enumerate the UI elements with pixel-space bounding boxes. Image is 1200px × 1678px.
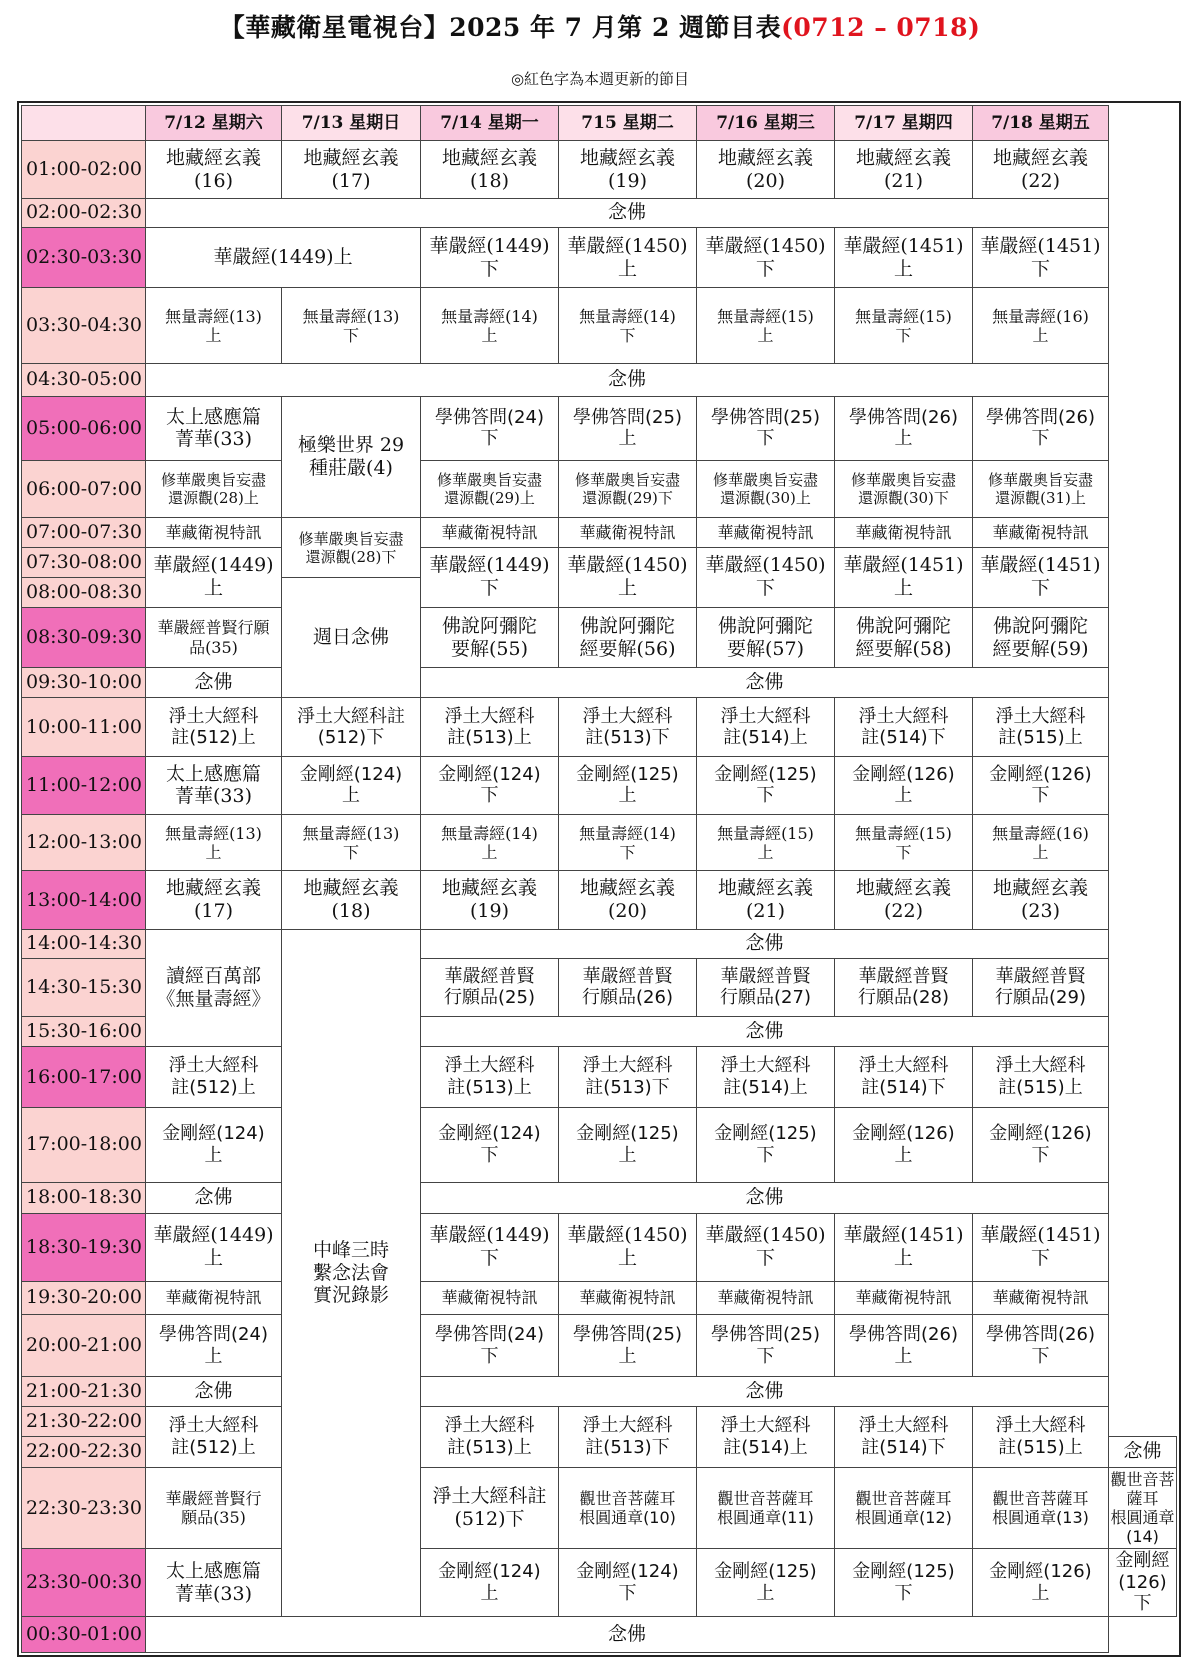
program-cell: 華嚴經(1449) 下 [421, 227, 559, 287]
program-cell: 中峰三時 繫念法會 實況錄影 [282, 929, 421, 1617]
program-cell: 淨土大經科 註(514)上 [697, 1047, 835, 1107]
program-cell: 華嚴經普賢行 願品(35) [146, 1467, 282, 1548]
time-slot: 16:00-17:00 [22, 1047, 146, 1107]
header-row [22, 106, 1177, 141]
program-cell: 地藏經玄義 (16) [146, 141, 282, 198]
table-row [22, 141, 1177, 198]
program-cell: 佛說阿彌陀 要解(55) [421, 607, 559, 667]
day-header: 7/18 星期五 [973, 106, 1109, 141]
program-cell: 金剛經(125) 上 [559, 1107, 697, 1182]
program-cell: 念佛 [146, 1617, 1109, 1653]
page-title [0, 8, 1200, 44]
program-cell: 金剛經(126) 上 [835, 1107, 973, 1182]
program-cell: 華嚴經(1451) 下 [973, 547, 1109, 607]
time-slot: 17:00-18:00 [22, 1107, 146, 1182]
program-cell: 華嚴經(1449) 下 [421, 1213, 559, 1281]
page-subtitle: ◎紅色字為本週更新的節目 [510, 70, 690, 88]
title-main: 【華藏衛星電視台】2025 年 7 月第 2 週節目表 [219, 13, 782, 42]
program-cell: 華嚴經(1449) 上 [146, 547, 282, 607]
program-cell: 地藏經玄義 (19) [559, 141, 697, 198]
time-slot: 06:00-07:00 [22, 461, 146, 518]
table-row [22, 871, 1177, 929]
program-cell: 金剛經(126) 下 [973, 1107, 1109, 1182]
program-cell: 華嚴經(1451) 下 [973, 1213, 1109, 1281]
program-cell: 觀世音菩薩耳 根圓通章(11) [697, 1467, 835, 1548]
program-cell: 華嚴經(1449) 上 [146, 1213, 282, 1281]
program-cell: 念佛 [146, 198, 1109, 227]
program-cell: 華嚴經普賢 行願品(27) [697, 958, 835, 1016]
program-cell: 觀世音菩薩耳 根圓通章(13) [973, 1467, 1109, 1548]
program-cell: 淨土大經科 註(514)下 [835, 1047, 973, 1107]
program-cell: 極樂世界 29 種莊嚴(4) [282, 396, 421, 518]
program-cell: 華藏衛視特訊 [421, 1281, 559, 1314]
time-slot: 15:30-16:00 [22, 1017, 146, 1047]
table-row [22, 198, 1177, 227]
program-cell: 華藏衛視特訊 [421, 518, 559, 547]
time-slot: 08:30-09:30 [22, 607, 146, 667]
program-cell: 淨土大經科 註(513)下 [559, 1047, 697, 1107]
program-cell: 淨土大經科註 (512)下 [282, 698, 421, 756]
time-slot: 02:00-02:30 [22, 198, 146, 227]
table-row [22, 396, 1177, 461]
program-cell: 學佛答問(26) 上 [835, 1314, 973, 1376]
time-slot: 03:30-04:30 [22, 288, 146, 364]
program-cell: 華嚴經(1450) 上 [559, 1213, 697, 1281]
program-cell: 華藏衛視特訊 [973, 1281, 1109, 1314]
table-row [22, 1281, 1177, 1314]
table-row [22, 1548, 1177, 1617]
program-cell: 淨土大經科 註(515)上 [973, 698, 1109, 756]
program-cell: 華嚴經普賢行願 品(35) [146, 607, 282, 667]
program-cell: 學佛答問(26) 下 [973, 396, 1109, 461]
day-header: 7/12 星期六 [146, 106, 282, 141]
program-cell: 修華嚴奧旨妄盡 還源觀(30)下 [835, 461, 973, 518]
program-cell: 念佛 [421, 929, 1109, 958]
program-cell: 地藏經玄義 (19) [421, 871, 559, 929]
table-row [22, 929, 1177, 958]
program-cell: 無量壽經(14) 下 [559, 288, 697, 364]
program-cell: 淨土大經科 註(512)上 [146, 1047, 282, 1107]
program-cell: 修華嚴奧旨妄盡 還源觀(29)上 [421, 461, 559, 518]
time-slot: 20:00-21:00 [22, 1314, 146, 1376]
program-cell: 地藏經玄義 (20) [559, 871, 697, 929]
table-row [22, 547, 1177, 577]
program-cell: 金剛經(124) 上 [282, 756, 421, 814]
time-slot: 19:30-20:00 [22, 1281, 146, 1314]
program-cell: 太上感應篇 菁華(33) [146, 396, 282, 461]
program-cell: 華嚴經(1449)上 [146, 227, 421, 287]
program-cell: 淨土大經科 註(512)上 [146, 698, 282, 756]
time-slot: 21:00-21:30 [22, 1377, 146, 1406]
program-cell: 地藏經玄義 (17) [282, 141, 421, 198]
program-cell: 金剛經(124) 上 [421, 1548, 559, 1617]
program-cell: 華藏衛視特訊 [559, 518, 697, 547]
day-header: 7/13 星期日 [282, 106, 421, 141]
program-cell: 地藏經玄義 (20) [697, 141, 835, 198]
time-slot: 05:00-06:00 [22, 396, 146, 461]
table-row [22, 1377, 1177, 1406]
program-cell: 無量壽經(15) 下 [835, 815, 973, 871]
corner-cell [22, 106, 146, 141]
program-cell: 念佛 [146, 1377, 282, 1406]
program-cell: 念佛 [421, 1182, 1109, 1213]
program-cell: 金剛經(126) 上 [835, 756, 973, 814]
program-cell: 華藏衛視特訊 [559, 1281, 697, 1314]
title-date-range: (0712 – 0718) [781, 13, 981, 42]
program-cell: 學佛答問(25) 上 [559, 1314, 697, 1376]
program-cell: 無量壽經(14) 上 [421, 815, 559, 871]
program-cell: 無量壽經(15) 下 [835, 288, 973, 364]
program-cell: 無量壽經(13) 上 [146, 288, 282, 364]
program-cell: 淨土大經科 註(513)上 [421, 1047, 559, 1107]
program-cell: 修華嚴奧旨妄盡 還源觀(28)上 [146, 461, 282, 518]
program-cell: 華嚴經(1450) 上 [559, 227, 697, 287]
table-row [22, 518, 1177, 547]
program-cell: 觀世音菩薩耳 根圓通章(14) [1109, 1467, 1177, 1548]
program-cell: 修華嚴奧旨妄盡 還源觀(28)下 [282, 518, 421, 577]
program-cell: 念佛 [421, 668, 1109, 698]
program-cell: 觀世音菩薩耳 根圓通章(10) [559, 1467, 697, 1548]
program-cell: 佛說阿彌陀 經要解(58) [835, 607, 973, 667]
program-cell: 無量壽經(15) 上 [697, 815, 835, 871]
schedule-table [21, 105, 1177, 1653]
time-slot: 12:00-13:00 [22, 815, 146, 871]
program-cell: 學佛答問(24) 上 [146, 1314, 282, 1376]
time-slot: 11:00-12:00 [22, 756, 146, 814]
table-row [22, 1314, 1177, 1376]
program-cell: 學佛答問(25) 下 [697, 396, 835, 461]
program-cell: 華藏衛視特訊 [697, 1281, 835, 1314]
program-cell: 太上感應篇 菁華(33) [146, 1548, 282, 1617]
program-cell: 念佛 [146, 364, 1109, 396]
program-cell: 地藏經玄義 (17) [146, 871, 282, 929]
program-cell: 淨土大經科註 (512)下 [421, 1467, 559, 1548]
time-slot: 07:00-07:30 [22, 518, 146, 547]
table-row [22, 1182, 1177, 1213]
table-row [22, 668, 1177, 698]
program-cell: 學佛答問(24) 下 [421, 1314, 559, 1376]
time-slot: 02:30-03:30 [22, 227, 146, 287]
time-slot: 14:00-14:30 [22, 929, 146, 958]
program-cell: 地藏經玄義 (21) [697, 871, 835, 929]
program-cell: 華嚴經(1449) 下 [421, 547, 559, 607]
program-cell: 金剛經(126) 下 [1109, 1548, 1177, 1617]
program-cell: 金剛經(125) 下 [697, 1107, 835, 1182]
program-cell: 學佛答問(24) 下 [421, 396, 559, 461]
program-cell: 金剛經(125) 下 [697, 756, 835, 814]
program-cell: 地藏經玄義 (22) [973, 141, 1109, 198]
program-cell: 華嚴經(1450) 下 [697, 547, 835, 607]
program-cell: 華藏衛視特訊 [973, 518, 1109, 547]
time-slot: 01:00-02:00 [22, 141, 146, 198]
time-slot: 23:30-00:30 [22, 1548, 146, 1617]
time-slot: 07:30-08:00 [22, 547, 146, 577]
program-cell: 淨土大經科 註(514)上 [697, 698, 835, 756]
program-cell: 地藏經玄義 (18) [421, 141, 559, 198]
time-slot: 22:30-23:30 [22, 1467, 146, 1548]
table-row [22, 1047, 1177, 1107]
program-cell: 華藏衛視特訊 [835, 1281, 973, 1314]
program-cell: 淨土大經科 註(513)上 [421, 1406, 559, 1467]
program-cell: 地藏經玄義 (22) [835, 871, 973, 929]
program-cell: 華藏衛視特訊 [146, 518, 282, 547]
program-cell: 金剛經(126) 下 [973, 756, 1109, 814]
program-cell: 無量壽經(13) 下 [282, 288, 421, 364]
program-cell: 金剛經(124) 下 [559, 1548, 697, 1617]
time-slot: 21:30-22:00 [22, 1406, 146, 1436]
program-cell: 學佛答問(26) 上 [835, 396, 973, 461]
program-cell: 淨土大經科 註(514)上 [697, 1406, 835, 1467]
table-row [22, 1406, 1177, 1436]
program-cell: 無量壽經(15) 上 [697, 288, 835, 364]
program-cell: 淨土大經科 註(513)下 [559, 698, 697, 756]
table-row [22, 461, 1177, 518]
table-row [22, 698, 1177, 756]
program-cell: 淨土大經科 註(513)上 [421, 698, 559, 756]
program-cell: 佛說阿彌陀 要解(57) [697, 607, 835, 667]
table-row [22, 815, 1177, 871]
program-cell: 金剛經(124) 下 [421, 1107, 559, 1182]
day-header: 7/14 星期一 [421, 106, 559, 141]
time-slot: 14:30-15:30 [22, 958, 146, 1016]
time-slot: 09:30-10:00 [22, 668, 146, 698]
program-cell: 無量壽經(16) 上 [973, 815, 1109, 871]
program-cell: 無量壽經(13) 上 [146, 815, 282, 871]
program-cell: 修華嚴奧旨妄盡 還源觀(31)上 [973, 461, 1109, 518]
time-slot: 04:30-05:00 [22, 364, 146, 396]
program-cell: 華藏衛視特訊 [146, 1281, 282, 1314]
program-cell: 淨土大經科 註(514)下 [835, 1406, 973, 1467]
program-cell: 念佛 [1109, 1436, 1177, 1467]
program-cell: 讀經百萬部 《無量壽經》 [146, 929, 282, 1047]
program-cell: 太上感應篇 菁華(33) [146, 756, 282, 814]
program-cell: 華嚴經(1450) 上 [559, 547, 697, 607]
program-cell: 華藏衛視特訊 [835, 518, 973, 547]
program-cell: 地藏經玄義 (23) [973, 871, 1109, 929]
program-cell: 觀世音菩薩耳 根圓通章(12) [835, 1467, 973, 1548]
program-cell: 華嚴經(1451) 上 [835, 547, 973, 607]
time-slot: 13:00-14:00 [22, 871, 146, 929]
program-cell: 淨土大經科 註(515)上 [973, 1047, 1109, 1107]
program-cell: 華嚴經普賢 行願品(29) [973, 958, 1109, 1016]
program-cell: 修華嚴奧旨妄盡 還源觀(30)上 [697, 461, 835, 518]
table-row [22, 1467, 1177, 1548]
program-cell: 華嚴經(1450) 下 [697, 1213, 835, 1281]
program-cell: 華嚴經普賢 行願品(28) [835, 958, 973, 1016]
program-cell: 修華嚴奧旨妄盡 還源觀(29)下 [559, 461, 697, 518]
program-cell: 華嚴經普賢 行願品(25) [421, 958, 559, 1016]
time-slot: 18:30-19:30 [22, 1213, 146, 1281]
day-header: 7/16 星期三 [697, 106, 835, 141]
program-cell: 無量壽經(13) 下 [282, 815, 421, 871]
program-cell: 華藏衛視特訊 [697, 518, 835, 547]
table-row [22, 364, 1177, 396]
program-cell: 無量壽經(16) 上 [973, 288, 1109, 364]
table-row [22, 227, 1177, 287]
time-slot: 00:30-01:00 [22, 1617, 146, 1653]
program-cell: 無量壽經(14) 下 [559, 815, 697, 871]
program-cell: 華嚴經(1451) 上 [835, 227, 973, 287]
program-cell: 念佛 [146, 668, 282, 698]
program-cell: 金剛經(125) 上 [559, 756, 697, 814]
time-slot: 22:00-22:30 [22, 1436, 146, 1467]
program-cell: 佛說阿彌陀 經要解(56) [559, 607, 697, 667]
program-cell: 淨土大經科 註(515)上 [973, 1406, 1109, 1467]
program-cell: 金剛經(125) 上 [697, 1548, 835, 1617]
program-cell: 週日念佛 [282, 577, 421, 698]
program-cell: 學佛答問(26) 下 [973, 1314, 1109, 1376]
table-row [22, 288, 1177, 364]
program-cell: 華嚴經(1451) 上 [835, 1213, 973, 1281]
time-slot: 08:00-08:30 [22, 577, 146, 607]
program-cell: 淨土大經科 註(512)上 [146, 1406, 282, 1467]
table-row [22, 756, 1177, 814]
program-cell: 金剛經(124) 下 [421, 756, 559, 814]
program-cell: 金剛經(125) 下 [835, 1548, 973, 1617]
program-cell: 念佛 [421, 1377, 1109, 1406]
table-row [22, 1617, 1177, 1653]
program-cell: 學佛答問(25) 上 [559, 396, 697, 461]
program-cell: 地藏經玄義 (18) [282, 871, 421, 929]
program-cell: 念佛 [146, 1182, 282, 1213]
table-row [22, 607, 1177, 667]
table-row [22, 1213, 1177, 1281]
day-header: 715 星期二 [559, 106, 697, 141]
program-cell: 地藏經玄義 (21) [835, 141, 973, 198]
day-header: 7/17 星期四 [835, 106, 973, 141]
program-cell: 淨土大經科 註(514)下 [835, 698, 973, 756]
program-cell: 華嚴經(1451) 下 [973, 227, 1109, 287]
time-slot: 18:00-18:30 [22, 1182, 146, 1213]
program-cell: 金剛經(124) 上 [146, 1107, 282, 1182]
program-cell: 淨土大經科 註(513)下 [559, 1406, 697, 1467]
program-cell: 念佛 [421, 1017, 1109, 1047]
program-cell: 華嚴經普賢 行願品(26) [559, 958, 697, 1016]
program-cell: 佛說阿彌陀 經要解(59) [973, 607, 1109, 667]
program-cell: 無量壽經(14) 上 [421, 288, 559, 364]
program-cell: 學佛答問(25) 下 [697, 1314, 835, 1376]
program-cell: 金剛經(126) 上 [973, 1548, 1109, 1617]
table-row [22, 1107, 1177, 1182]
time-slot: 10:00-11:00 [22, 698, 146, 756]
program-cell: 華嚴經(1450) 下 [697, 227, 835, 287]
